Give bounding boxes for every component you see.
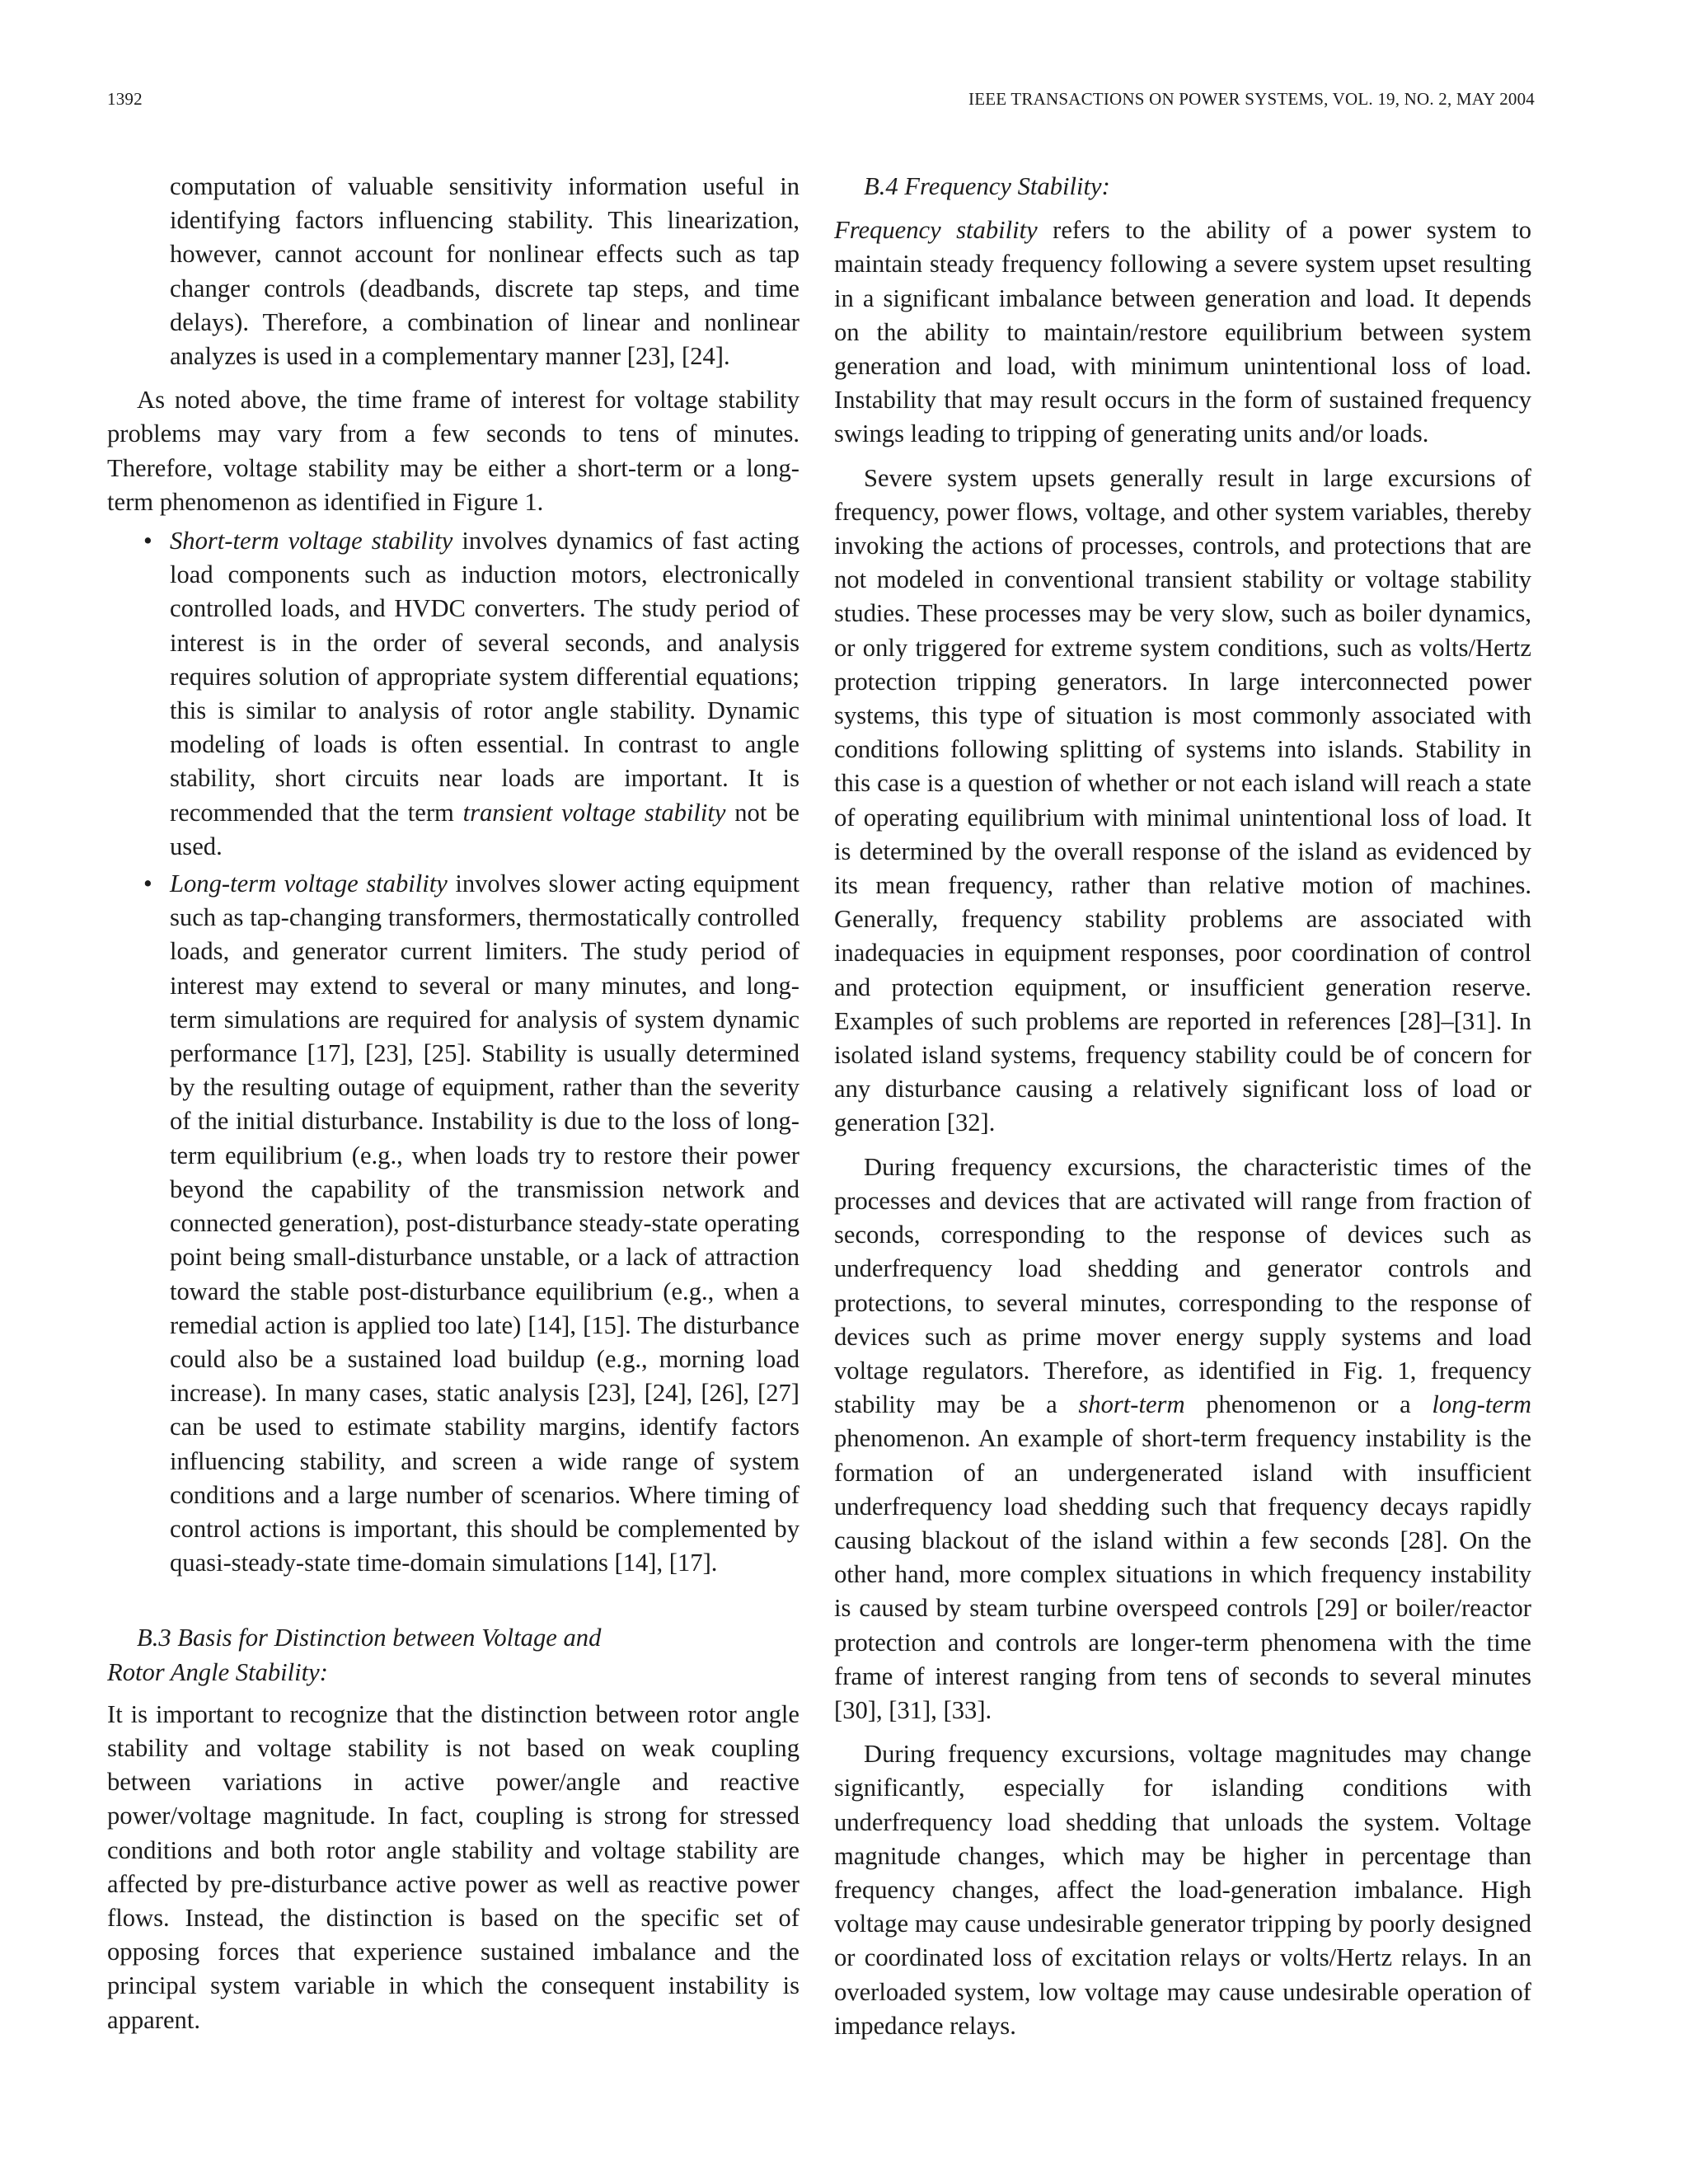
paragraph-frequency-stability — [834, 213, 1531, 451]
page-number: 1392 — [107, 89, 143, 109]
section-heading-b4: B.4 Frequency Stability: — [864, 172, 1110, 200]
paragraph-b3: It is important to recognize that the distinction between rotor angle stability and voltage stability is not based on weak coupling between variations in active power/angle and reactive power/voltage magnitude. In fact, coupling is strong for stressed conditions and both rotor angle stability and voltage stability are affected by pre-disturbance active power as well as reactive power flows. Instead, the distinction is based on the specific set of opposing forces that experience sustained imbalance and the principal system variable in which the consequent instability is apparent. — [107, 1699, 799, 2034]
list-item-text: involves slower acting equipment such as tap-changing transformers, thermostatically controlled loads, and generator current limiters. The study period of interest may extend to several or many minutes, and long-term simulations are required for analysis of system dynamic performance [17], [23], [25]. Stability is usually determined by the resulting outage of equipment, rather than the severity of the initial disturbance. Instability is due to the loss of long-term equilibrium (e.g., when loads try to restore their power beyond the capability of the transmission network and connected generation), post-disturbance steady-state operating point being small-disturbance unstable, or a lack of attraction toward the stable post-disturbance equilibrium (e.g., when a remedial action is applied too late) [14], [15]. The disturbance could also be a sustained load buildup (e.g., morning load increase). In many cases, static analysis [23], [24], [26], [27] can be used to estimate stability margins, identify factors influencing stability, and screen a wide range of system conditions and a large number of scenarios. Where timing of control actions is important, this should be complemented by quasi-steady-state time-domain simulations [14], [17]. — [170, 869, 799, 1577]
list-item-text-end: not be used. — [170, 798, 799, 860]
paragraph-text: refers to the ability of a power system to maintain steady frequency following a severe system upset resulting in a significant imbalance between generation and load. It depends on the ability to maintain/restore equilibrium between system generation and load, with minimum unintentional loss of load. Instability that may result occurs in the form of sustained frequency swings leading to tripping of generating units and/or loads. — [834, 216, 1531, 448]
voltage-stability-list — [107, 524, 799, 1580]
heading-line-1: B.3 Basis for Distinction between Voltage and — [137, 1624, 602, 1652]
paragraph-text: phenomenon. An example of short-term frequency instability is the formation of an undergenerated island with insufficient underfrequency load shedding such that frequency decays rapidly causing blackout of the island within a few seconds [28]. On the other hand, more complex situations in which frequency instability is caused by steam turbine overspeed controls [29] or boiler/reactor protection and controls are longer-term phenomena with the time frame of interest ranging from tens of seconds to several minutes [30], [31], [33]. — [834, 1424, 1531, 1724]
running-header: IEEE TRANSACTIONS ON POWER SYSTEMS, VOL. 19, NO. 2, MAY 2004 — [968, 89, 1535, 109]
term-short-term: short-term — [1078, 1390, 1185, 1419]
paragraph-voltage-magnitudes: During frequency excursions, voltage magnitudes may change significantly, especially for islanding conditions with underfrequency load shedding that unloads the system. Voltage magnitude changes, which may be higher in percentage than frequency changes, affect the load-generation imbalance. High voltage may cause undesirable generator tripping by poorly designed or coordinated loss of excitation relays or volts/Hertz relays. In an overloaded system, low voltage may cause undesirable operation of impedance relays. — [834, 1740, 1531, 2040]
left-column — [107, 170, 799, 2037]
list-item — [107, 524, 799, 864]
heading-line-2: Rotor Angle Stability: — [107, 1657, 328, 1686]
list-item-text: involves dynamics of fast acting load components such as induction motors, electronically controlled loads, and HVDC converters. The study period of interest is in the order of several seconds, and analysis requires solution of appropriate system differential equations; this is similar to analysis of rotor angle stability. Dynamic modeling of loads is often essential. In contrast to angle stability, short circuits near loads are important. It is recommended that the term — [170, 527, 799, 827]
paragraph-severe-upsets: Severe system upsets generally result in large excursions of frequency, power flows, voltage, and other system variables, thereby invoking the actions of processes, controls, and protections that are not modeled in conventional transient stability or voltage stability studies. These processes may be very slow, such as boiler dynamics, or only triggered for extreme system conditions, such as volts/Hertz protection tripping generators. In large interconnected power systems, this type of situation is most commonly associated with conditions following splitting of systems into islands. Stability in this case is a question of whether or not each island will reach a state of operating equilibrium with minimal unintentional loss of load. It is determined by the overall response of the island as evidenced by its mean frequency, rather than relative motion of machines. Generally, frequency stability problems are associated with inadequacies in equipment responses, poor coordination of control and protection equipment, or insufficient generation reserve. Examples of such problems are reported in references [28]–[31]. In isolated island systems, frequency stability could be of concern for any disturbance causing a relatively significant loss of load or generation [32]. — [834, 463, 1531, 1137]
term-frequency-stability: Frequency stability — [834, 216, 1038, 245]
right-column — [834, 170, 1531, 2043]
term-transient-voltage: transient voltage stability — [462, 798, 726, 827]
continued-paragraph: computation of valuable sensitivity information useful in identifying factors influencing stability. This linearization, however, cannot account for nonlinear effects such as tap changer controls (deadbands, discrete tap steps, and time delays). Therefore, a combination of linear and nonlinear analyzes is used in a complementary manner [23], [24]. — [170, 172, 799, 371]
term-long-term: long-term — [1432, 1390, 1531, 1419]
bullet-icon: • — [143, 869, 152, 898]
paragraph-text: phenomenon or a — [1184, 1390, 1432, 1419]
paragraph-excursion-times — [834, 1151, 1531, 1727]
paragraph-text: During frequency excursions, the characteristic times of the processes and devices that are activated will range from fraction of seconds, corresponding to the response of devices such as underfrequency load shedding and generator controls and protections, to several minutes, corresponding to the response of devices such as prime mover energy supply systems and load voltage regulators. Therefore, as identified in Fig. 1, frequency stability may be a — [834, 1152, 1531, 1419]
list-item — [107, 867, 799, 1580]
section-heading-b3 — [107, 1621, 799, 1689]
paragraph-time-frame: As noted above, the time frame of interest for voltage stability problems may vary from a few seconds to tens of minutes. Therefore, voltage stability may be either a short-term or a long-term phenomenon as identified in Figure 1. — [107, 386, 799, 516]
term-long-term-voltage: Long-term voltage stability — [170, 869, 448, 898]
term-short-term-voltage: Short-term voltage stability — [170, 527, 453, 555]
bullet-icon: • — [143, 527, 152, 555]
